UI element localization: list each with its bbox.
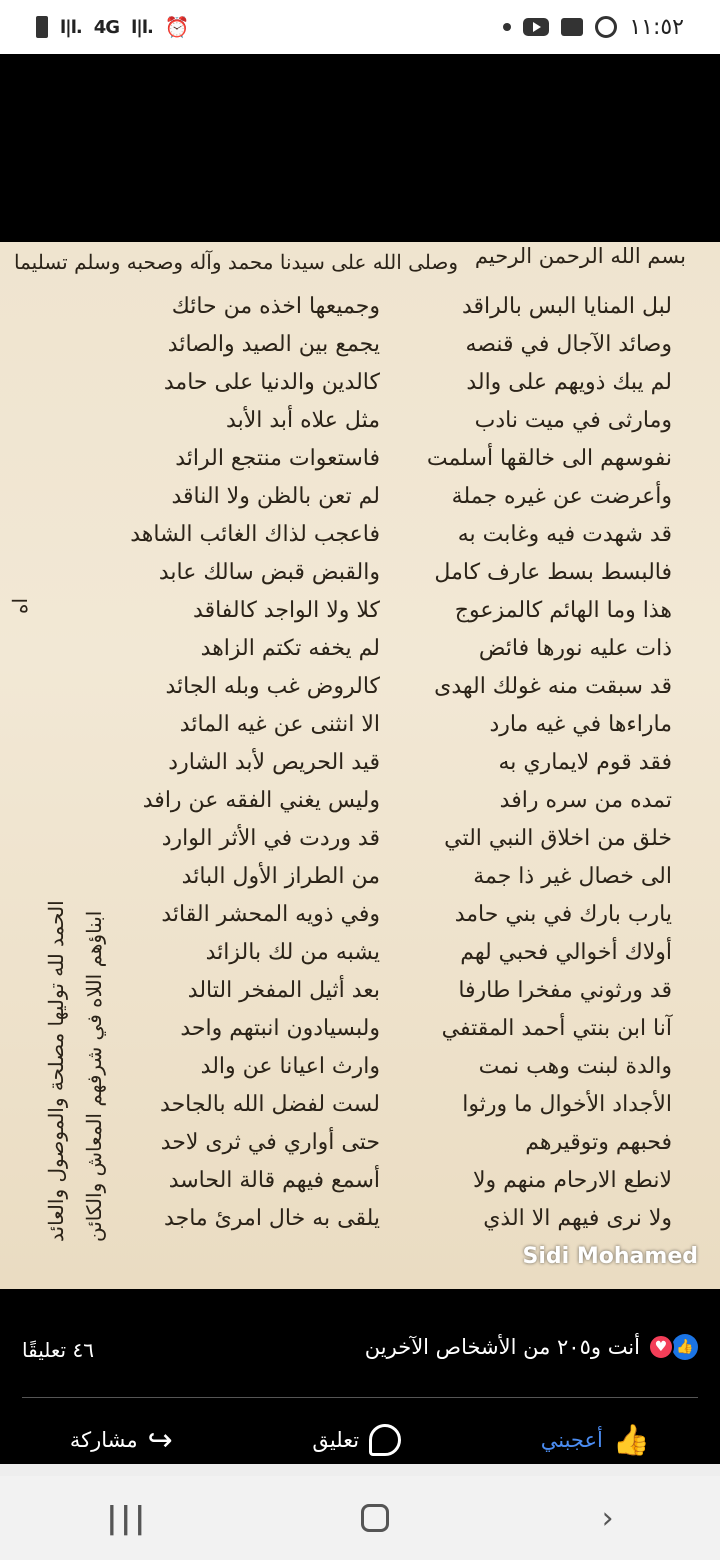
manuscript-line: لانطع الارحام منهم ولا bbox=[473, 1168, 672, 1193]
comment-bubble-icon bbox=[369, 1424, 401, 1456]
signal-icon: l|l. bbox=[60, 16, 82, 38]
manuscript-line: يلقى به خال امرئ ماجد bbox=[164, 1206, 380, 1231]
manuscript-line: آنا ابن بنتي أحمد المقتفي bbox=[441, 1016, 672, 1041]
love-reaction-icon: ♥ bbox=[648, 1334, 674, 1360]
manuscript-line: يجمع بين الصيد والصائد bbox=[167, 332, 380, 357]
youtube-icon bbox=[523, 18, 549, 36]
manuscript-line: ولبسيادون انبتهم واحد bbox=[180, 1016, 380, 1041]
manuscript-line: كالروض غب وبله الجائد bbox=[165, 674, 380, 699]
android-nav-bar bbox=[0, 1476, 720, 1560]
manuscript-line: يشبه من لك بالزائد bbox=[205, 940, 380, 965]
manuscript-line: وجميعها اخذه من حائك bbox=[171, 294, 380, 319]
signal-icon-2: l|l. bbox=[131, 16, 153, 38]
manuscript-line: قد وردت في الأثر الوارد bbox=[161, 826, 380, 851]
manuscript-line: الا انثنى عن غيه المائد bbox=[179, 712, 380, 737]
photo-credit: Sidi Mohamed bbox=[522, 1244, 698, 1269]
back-icon[interactable]: › bbox=[601, 1500, 614, 1536]
comment-label: تعليق bbox=[312, 1428, 360, 1452]
message-icon bbox=[561, 18, 583, 36]
manuscript-line: فقد قوم لايماري به bbox=[498, 750, 672, 775]
margin-mark: اه bbox=[8, 597, 32, 614]
manuscript-line: لم يبك ذويهم على والد bbox=[466, 370, 672, 395]
manuscript-line: فاستعوات منتجع الرائد bbox=[175, 446, 380, 471]
spacer bbox=[0, 1464, 720, 1476]
status-left-icons bbox=[36, 15, 190, 39]
home-icon[interactable] bbox=[361, 1504, 389, 1532]
like-button[interactable] bbox=[541, 1423, 650, 1458]
manuscript-header-left: وصلى الله على سيدنا محمد وآله وصحبه وسلم تسليما bbox=[14, 250, 459, 274]
manuscript-line: وليس يغني الفقه عن رافد bbox=[142, 788, 380, 813]
manuscript-line: بعد أثيل المفخر التالد bbox=[187, 978, 380, 1003]
manuscript-photo[interactable] bbox=[0, 242, 720, 1289]
manuscript-line: والدة لبنت وهب نمت bbox=[478, 1054, 672, 1079]
post-footer bbox=[0, 1290, 720, 1464]
share-button[interactable] bbox=[70, 1423, 173, 1458]
manuscript-line: وأعرضت عن غيره جملة bbox=[451, 484, 672, 509]
margin-note-2: الحمد لله توليها مصلحة والموصول والعائد bbox=[44, 900, 68, 1242]
thumbs-up-icon: 👍 bbox=[612, 1422, 651, 1458]
whatsapp-icon bbox=[595, 16, 617, 38]
manuscript-line: كلا ولا الواجد كالفاقد bbox=[193, 598, 380, 623]
post-actions bbox=[0, 1420, 720, 1460]
manuscript-line: والقبض قبض سالك عابد bbox=[158, 560, 380, 585]
reactions-text: أنت و٢٠٥ من الأشخاص الآخرين bbox=[364, 1335, 640, 1359]
manuscript-line: وفي ذويه المحشر القائد bbox=[161, 902, 380, 927]
manuscript-line: لم تعن بالظن ولا الناقد bbox=[171, 484, 380, 509]
comments-count[interactable]: ٤٦ تعليقًا bbox=[22, 1338, 94, 1362]
manuscript-line: أولاك أخوالي فحبي لهم bbox=[460, 940, 672, 965]
manuscript-line: من الطراز الأول البائد bbox=[181, 864, 380, 889]
manuscript-line: خلق من اخلاق النبي التي bbox=[444, 826, 672, 851]
manuscript-line: كالدين والدنيا على حامد bbox=[163, 370, 380, 395]
manuscript-line: فالبسط بسط عارف كامل bbox=[434, 560, 672, 585]
network-label: 4G bbox=[93, 16, 120, 38]
notification-dot-icon bbox=[503, 23, 511, 31]
manuscript-line: قد شهدت فيه وغابت به bbox=[457, 522, 672, 547]
share-label: مشاركة bbox=[69, 1428, 138, 1452]
manuscript-line: لم يخفه تكتم الزاهد bbox=[200, 636, 380, 661]
reactions-summary[interactable] bbox=[365, 1334, 698, 1360]
status-right-icons bbox=[503, 15, 684, 40]
manuscript-line: هذا وما الهائم كالمزعوج bbox=[454, 598, 672, 623]
manuscript-line: فاعجب لذاك الغائب الشاهد bbox=[130, 522, 380, 547]
manuscript-line: لبل المنايا البس بالراقد bbox=[461, 294, 672, 319]
manuscript-line: الى خصال غير ذا جمة bbox=[473, 864, 672, 889]
battery-icon bbox=[36, 15, 48, 39]
manuscript-line: وارث اعيانا عن والد bbox=[200, 1054, 380, 1079]
manuscript-line: قيد الحريص لأبد الشارد bbox=[168, 750, 380, 775]
like-label: أعجبني bbox=[540, 1428, 603, 1452]
manuscript-line: وصائد الآجال في قنصه bbox=[465, 332, 672, 357]
manuscript-line: قد ورثوني مفخرا طارفا bbox=[458, 978, 672, 1003]
like-reaction-icon: 👍 bbox=[672, 1334, 698, 1360]
manuscript-line: لست لفضل الله بالجاحد bbox=[160, 1092, 380, 1117]
manuscript-header-right: بسم الله الرحمن الرحيم bbox=[474, 244, 686, 268]
comment-button[interactable] bbox=[312, 1424, 401, 1456]
manuscript-line: قد سبقت منه غولك الهدى bbox=[434, 674, 672, 699]
clock: ١١:٥٢ bbox=[629, 14, 684, 40]
manuscript-line: فحبهم وتوقيرهم bbox=[525, 1130, 672, 1155]
margin-note-1: ابناؤهم اللاه في شرفهم المعاش والكائن bbox=[82, 910, 106, 1242]
status-bar bbox=[0, 0, 720, 54]
recent-apps-icon[interactable]: ||| bbox=[106, 1500, 149, 1536]
alarm-icon: ⏰ bbox=[164, 15, 190, 39]
manuscript-line: أسمع فيهم قالة الحاسد bbox=[168, 1168, 380, 1193]
post-media[interactable] bbox=[0, 54, 720, 1290]
divider bbox=[22, 1397, 698, 1398]
manuscript-line: الأجداد الأخوال ما ورثوا bbox=[462, 1092, 672, 1117]
manuscript-line: ذات عليه نورها فائض bbox=[478, 636, 672, 661]
share-arrow-icon: ↪ bbox=[147, 1422, 173, 1458]
manuscript-line: ماراءها في غيه مارد bbox=[489, 712, 672, 737]
manuscript-line: يارب بارك في بني حامد bbox=[454, 902, 672, 927]
manuscript-line: حتى أواري في ثرى لاحد bbox=[160, 1130, 380, 1155]
manuscript-line: ومارثى في ميت نادب bbox=[474, 408, 672, 433]
manuscript-line: تمده من سره رافد bbox=[499, 788, 672, 813]
manuscript-line: ولا نرى فيهم الا الذي bbox=[483, 1206, 672, 1231]
manuscript-line: نفوسهم الى خالقها أسلمت bbox=[426, 446, 672, 471]
manuscript-line: مثل علاه أبد الأبد bbox=[226, 408, 380, 433]
